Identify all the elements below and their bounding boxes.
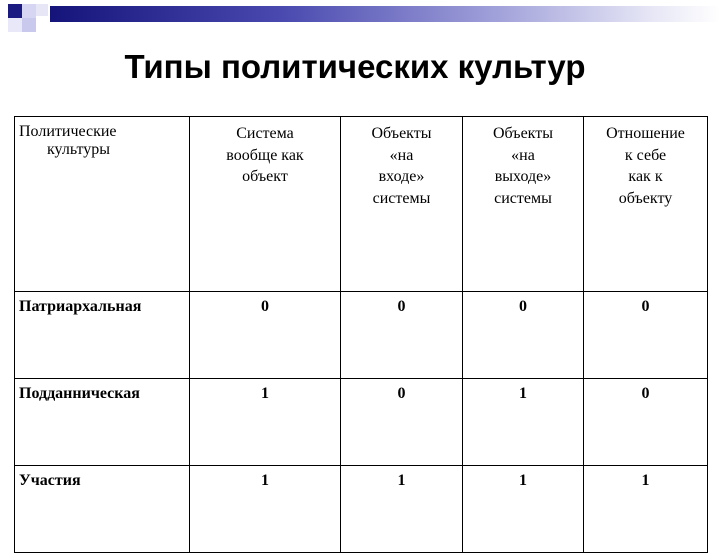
header-decoration bbox=[0, 0, 720, 50]
table-row bbox=[15, 292, 708, 379]
cell-value: 0 bbox=[584, 379, 708, 466]
cell-value: 0 bbox=[341, 292, 463, 379]
decor-square bbox=[36, 16, 48, 28]
header-label: культуры bbox=[47, 141, 111, 158]
table-header-row bbox=[15, 117, 708, 292]
cell-value: 1 bbox=[584, 466, 708, 553]
cell-value: 0 bbox=[584, 292, 708, 379]
decor-square bbox=[22, 4, 36, 18]
row-name: Подданническая bbox=[15, 379, 190, 466]
header-label: Система вообще как объект bbox=[226, 125, 304, 186]
cell-value: 1 bbox=[190, 379, 341, 466]
row-name: Участия bbox=[15, 466, 190, 553]
row-name: Патриархальная bbox=[15, 292, 190, 379]
header-label: Объекты «на входе» системы bbox=[371, 125, 432, 207]
table-row bbox=[15, 466, 708, 553]
gradient-bar bbox=[50, 6, 720, 22]
table-row bbox=[15, 379, 708, 466]
header-cell-system bbox=[190, 117, 341, 292]
header-cell-input bbox=[341, 117, 463, 292]
cell-value: 1 bbox=[463, 379, 584, 466]
cell-value: 1 bbox=[463, 466, 584, 553]
decor-square bbox=[8, 4, 22, 18]
header-label: Объекты «на выходе» системы bbox=[493, 125, 553, 207]
header-label: Отношение к себе как к объекту bbox=[606, 125, 685, 207]
decor-square bbox=[22, 18, 36, 32]
cell-value: 1 bbox=[190, 466, 341, 553]
cell-value: 0 bbox=[190, 292, 341, 379]
header-cell-cultures bbox=[15, 117, 190, 292]
slide-title: Типы политических культур bbox=[124, 48, 586, 85]
decor-square bbox=[36, 4, 48, 16]
cell-value: 1 bbox=[341, 466, 463, 553]
header-label: Политические bbox=[19, 123, 117, 140]
header-cell-output bbox=[463, 117, 584, 292]
header-cell-self bbox=[584, 117, 708, 292]
cell-value: 0 bbox=[463, 292, 584, 379]
political-cultures-table bbox=[14, 116, 708, 553]
cell-value: 0 bbox=[341, 379, 463, 466]
decor-square bbox=[8, 18, 22, 32]
